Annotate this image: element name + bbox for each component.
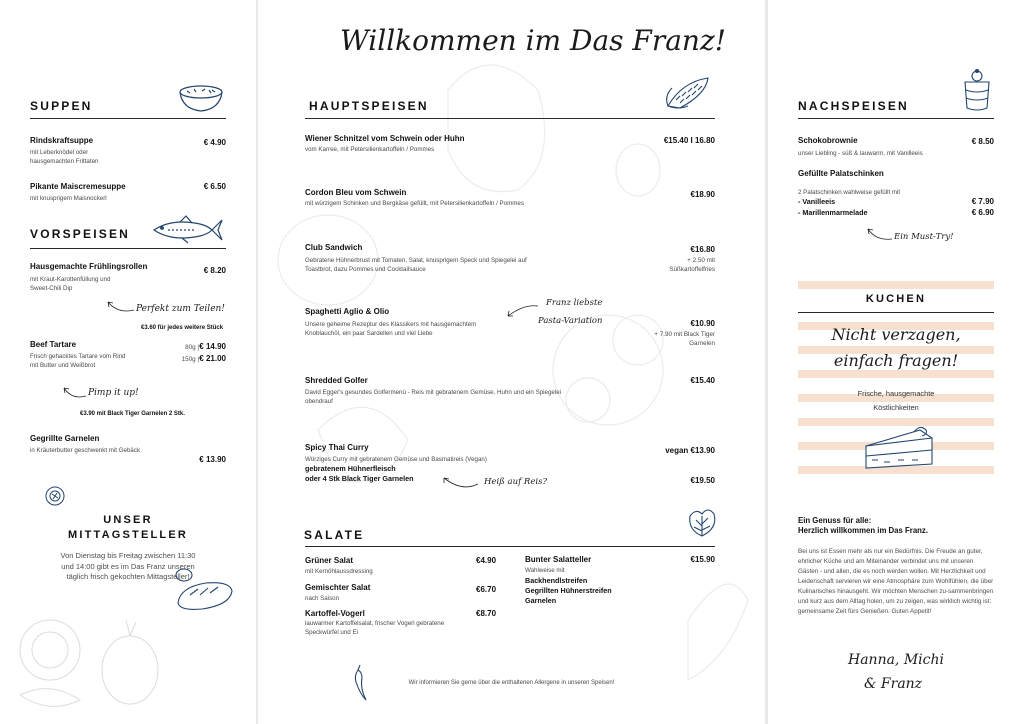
divider: [30, 118, 226, 119]
menu-item-name: Pikante Maiscremesuppe: [30, 182, 126, 191]
menu-item-description: lauwarmer Kartoffelsalat, frischer Vogerl gebratene Speckwürfel und Ei: [305, 620, 445, 636]
menu-item-description: mit Leberknödel oder hausgemachten Frittaten: [30, 149, 99, 165]
divider: [798, 118, 994, 119]
menu-item-name: Club Sandwich: [305, 243, 363, 252]
section-title-kuchen: KUCHEN: [865, 293, 927, 305]
portion-size: 150g |: [181, 356, 199, 363]
menu-item-price: €6.70: [476, 585, 497, 594]
lettuce-icon: [686, 506, 718, 538]
genuss-title: Ein Genuss für alle:: [798, 516, 872, 525]
menu-item-option: - Vanilleeis: [798, 197, 836, 206]
mittag-title-line2: MITTAGSTELLER: [67, 529, 189, 541]
menu-item-description: mit Kraut-Karottenfüllung und Sweet-Chili Dip: [30, 276, 111, 292]
menu-item-price: €16.80: [690, 245, 715, 254]
price-note: Garnelen: [689, 340, 715, 347]
menu-item-price: € 8.20: [203, 266, 226, 275]
menu-item-price: € 6.90: [971, 208, 994, 217]
menu-item-price: € 8.50: [971, 137, 994, 146]
menu-item-description: Unsere geheime Rezeptur des Klassikers mit hausgemachtem Knoblauchöl, ein paar Sardellen und viel Liebe: [305, 321, 477, 337]
section-title-nachspeisen: NACHSPEISEN: [798, 99, 909, 113]
menu-item-price: € 21.00: [199, 354, 226, 363]
handwritten-note: Perfekt zum Teilen!: [136, 304, 225, 314]
handwritten-note: Pimp it up!: [88, 388, 139, 398]
menu-item-option: oder 4 Stk Black Tiger Garnelen: [305, 474, 414, 483]
stripe: [798, 370, 994, 378]
fish-icon: [152, 216, 224, 244]
menu-item-name: Bunter Salatteller: [525, 555, 592, 564]
divider: [30, 248, 226, 249]
menu-item-description: David Egger's gesundes Golfermenü - Reis mit gebratenem Gemüse, Huhn und ein Spiegelei obendrauf: [305, 389, 562, 405]
menu-item-description: Würziges Curry mit gebratenem Gemüse und Basmatireis (Vegan): [305, 456, 487, 463]
section-title-hauptspeisen: HAUPTSPEISEN: [309, 99, 429, 113]
menu-item-name: Spaghetti Aglio & Olio: [305, 307, 390, 316]
divider: [798, 312, 994, 313]
section-title-vorspeisen: VORSPEISEN: [30, 227, 131, 241]
menu-item-price: €15.40: [690, 376, 715, 385]
menu-item-description: Wahlweise mit: [525, 567, 565, 574]
signature: & Franz: [864, 676, 923, 692]
menu-item-price: €18.90: [690, 190, 715, 199]
menu-item-name: Gefüllte Palatschinken: [798, 169, 884, 178]
middle-panel: [258, 0, 765, 724]
divider: [305, 546, 715, 547]
menu-item-name: Grüner Salat: [305, 556, 354, 565]
menu-item-price: €15.90: [690, 555, 715, 564]
menu-item-option: Backhendlstreifen: [525, 576, 588, 585]
plate-icon: [44, 486, 66, 506]
menu-item-price: €4.90: [476, 556, 497, 565]
curved-arrow-icon: [104, 296, 138, 316]
decorative-vegetables-icon: [10, 600, 170, 720]
handwritten-note: Franz liebste: [546, 298, 603, 308]
menu-item-price: vegan €13.90: [665, 446, 715, 455]
menu-item-name: Kartoffel-Vogerl: [305, 609, 365, 618]
curved-arrow-icon: [60, 384, 90, 404]
menu-item-price: €15.40 I 16.80: [663, 136, 715, 145]
menu-item-description: Gebratene Hühnerbrust mit Tomaten, Salat, knusprigem Speck und Spiegelei auf Toastbrot, dazu Pommes und Cocktailsauce: [305, 257, 527, 273]
curved-arrow-icon: [440, 470, 480, 490]
menu-item-price: € 6.50: [203, 182, 226, 191]
extra-price-note: €3.90 mit Black Tiger Garnelen 2 Stk.: [80, 411, 185, 417]
cake-slice-icon: [862, 424, 936, 472]
section-title-salate: SALATE: [304, 528, 365, 542]
price-note: + 2.50 mit: [687, 257, 715, 264]
menu-item-description: unser Liebling - süß & lauwarm, mit Vanilleeis: [798, 150, 923, 157]
allergen-note: Wir informieren Sie gerne über die enthaltenen Allergene in unseren Speisen!: [408, 680, 615, 686]
menu-item-name: Cordon Bleu vom Schwein: [305, 188, 407, 197]
curved-arrow-icon: [864, 225, 894, 243]
menu-item-option: - Marillenmarmelade: [798, 208, 868, 217]
soup-bowl-icon: [178, 83, 224, 113]
menu-item-name: Gegrillte Garnelen: [30, 434, 100, 443]
dessert-glass-icon: [962, 68, 992, 112]
menu-item-description: Frisch gehacktes Tartare vom Rind mit Butter und Weißbrot: [30, 353, 126, 369]
menu-item-price: € 13.90: [199, 455, 226, 464]
menu-item-description: mit knusprigem Maisnockerl: [30, 195, 107, 202]
welcome-headline: Willkommen im Das Franz!: [340, 24, 726, 57]
menu-item-price: €19.50: [690, 476, 715, 485]
menu-item-name: Spicy Thai Curry: [305, 443, 369, 452]
handwritten-note: Ein Must-Try!: [894, 232, 954, 242]
price-note: + 7.90 mit Black Tiger: [654, 331, 715, 338]
corn-icon: [662, 72, 716, 112]
menu-item-description: mit Kernöhlaussdressing: [305, 568, 373, 575]
menu-item-name: Beef Tartare: [30, 340, 77, 349]
stripe: [798, 281, 994, 289]
extra-price-note: €3.60 für jedes weitere Stück: [141, 325, 224, 331]
right-panel: [768, 0, 1024, 724]
kuchen-headline: einfach fragen!: [833, 351, 959, 370]
menu-item-price: € 4.90: [203, 138, 226, 147]
menu-item-description: nach Saison: [305, 595, 340, 602]
menu-item-name: Shredded Golfer: [305, 376, 368, 385]
menu-item-option: gebratenem Hühnerfleisch: [305, 464, 396, 473]
left-panel: [0, 0, 256, 724]
section-title-suppen: SUPPEN: [30, 99, 93, 113]
portion-size: 80g |: [185, 344, 199, 351]
kuchen-text: Frische, hausgemachte: [857, 389, 935, 398]
signature: Hanna, Michi: [848, 652, 944, 668]
kuchen-headline: Nicht verzagen,: [831, 325, 961, 344]
curved-arrow-icon: [504, 302, 540, 322]
menu-item-name: Schokobrownie: [798, 136, 858, 145]
genuss-text: Bei uns ist Essen mehr als nur ein Bedürfnis. Die Freude an guter, ehrlicher Küche und am Miteinander verbindet uns mit unseren Gästen - und allen, die es noch werden wollen. Mit Herzlichkeit und Leidenschaft servieren wir eine Atmosphäre zum Wohlfühlen, die über Kulinarisches hinausgeht. Wir möchten Menschen zu-sammenbringen und kurz aus dem Alltag holen, um zu zeigen, was wirklich wichtig ist: gemeinsame Zeit fürs Genießen. Guten Appetit!: [798, 548, 994, 615]
divider: [305, 118, 715, 119]
menu-item-name: Gemischter Salat: [305, 583, 371, 592]
menu-item-option: Gegrillten Hühnerstreifen: [525, 586, 612, 595]
menu-item-price: €10.90: [690, 319, 715, 328]
menu-item-description: mit würzigem Schinken und Bergkäse gefüllt, mit Petersilienkartoffeln / Pommes: [305, 200, 524, 207]
menu-item-price: €8.70: [476, 609, 497, 618]
mittag-title-line1: UNSER: [103, 514, 153, 526]
menu-item-price: € 14.90: [199, 342, 226, 351]
menu-item-name: Hausgemachte Frühlingsrollen: [30, 262, 148, 271]
kuchen-text: Köstlichkeiten: [873, 403, 919, 412]
price-note: Süßkartoffelfries: [669, 266, 715, 273]
handwritten-note: Heiß auf Reis?: [484, 477, 547, 487]
menu-item-description: vom Karree, mit Petersilienkartoffeln / Pommes: [305, 146, 435, 153]
menu-item-description: 2 Palatschinken wahlweise gefüllt mit: [798, 189, 901, 196]
menu-item-name: Rindskraftsuppe: [30, 136, 94, 145]
menu-item-name: Wiener Schnitzel vom Schwein oder Huhn: [305, 134, 465, 143]
bread-icon: [172, 565, 236, 613]
genuss-title: Herzlich willkommen im Das Franz.: [798, 526, 928, 535]
mittag-description: Von Dienstag bis Freitag zwischen 11:30 und 14:00 gibt es im Das Franz unseren täglich frisch gekochten Mittagsteller!: [60, 551, 196, 581]
menu-item-description: in Kräuterbutter geschwenkt mit Gebäck: [30, 447, 141, 454]
handwritten-note: Pasta-Variation: [538, 316, 603, 326]
menu-item-option: Garnelen: [525, 596, 557, 605]
menu-item-price: € 7.90: [971, 197, 994, 206]
